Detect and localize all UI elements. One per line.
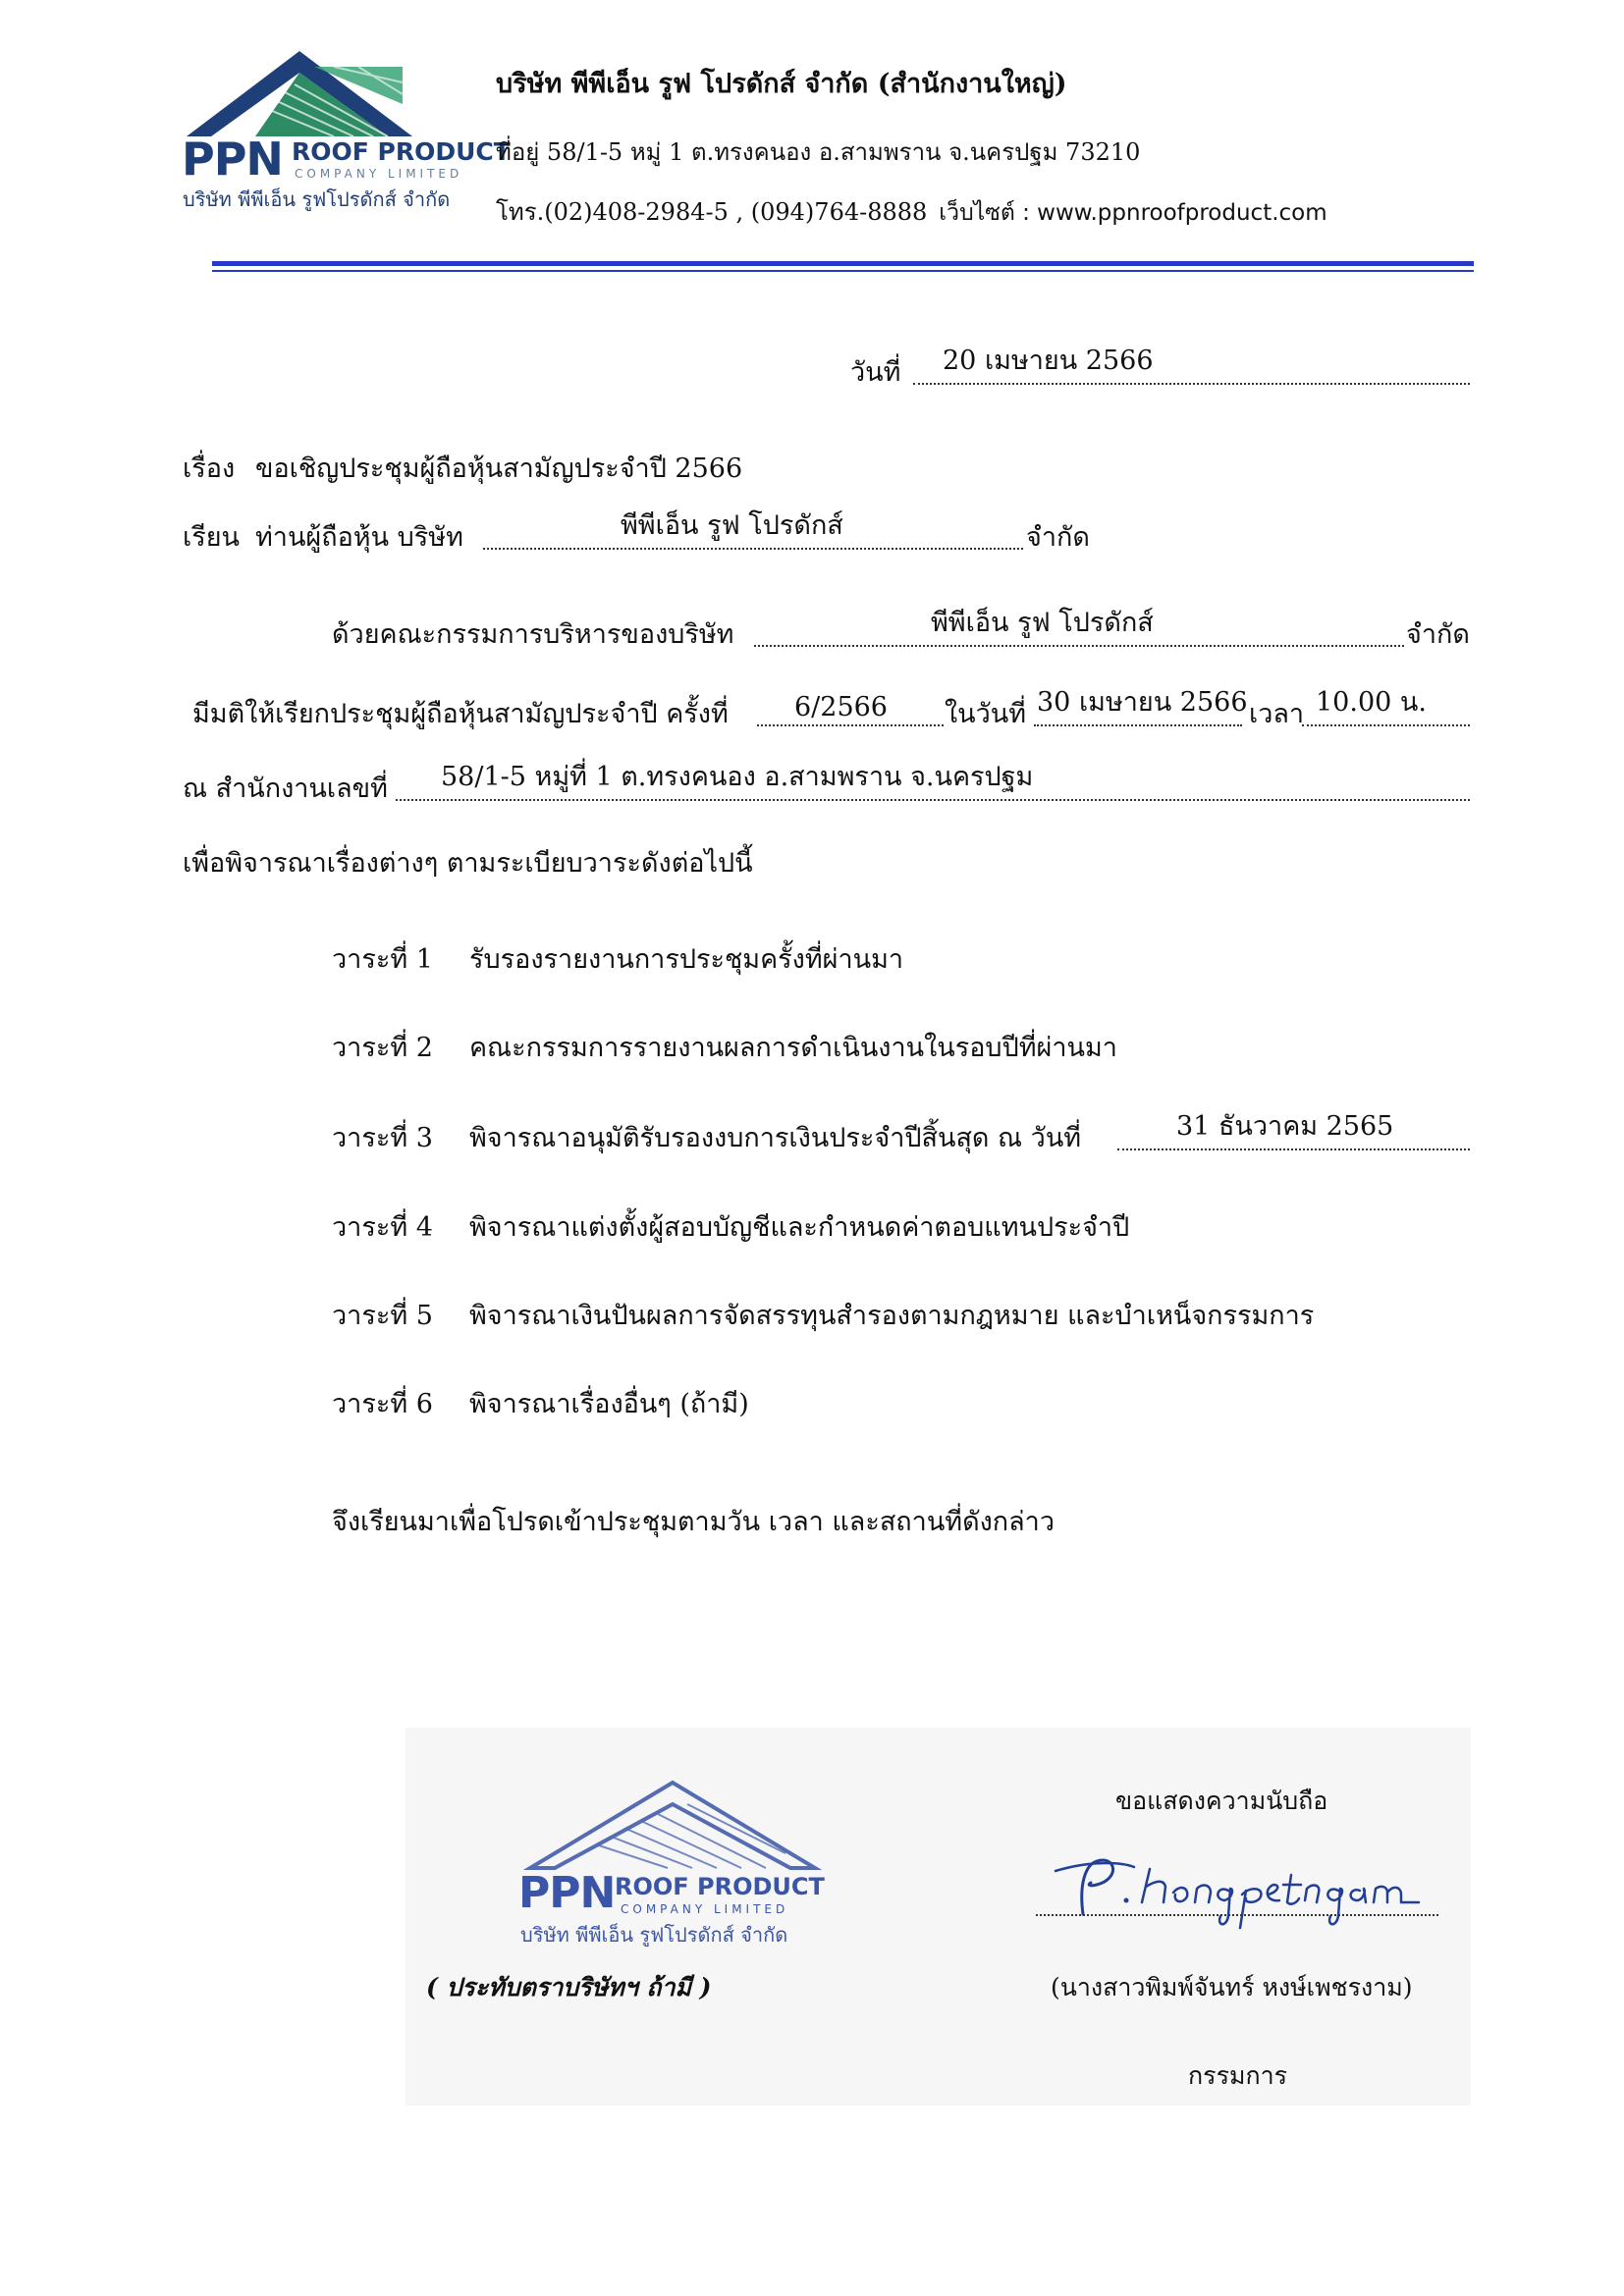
signer-name: (นางสาวพิมพ์จันทร์ หงษ์เพชรงาม) xyxy=(1051,1973,1413,2002)
venue-label: ณ สำนักงานเลขที่ xyxy=(183,774,388,804)
closing-text: จึงเรียนมาเพื่อโปรดเข้าประชุมตามวัน เวลา และสถานที่ดังกล่าว xyxy=(332,1507,1056,1537)
logo-company-limited: COMPANY LIMITED xyxy=(295,167,463,181)
date-fill xyxy=(913,347,1470,385)
agenda-text: พิจารณาอนุมัติรับรองงบการเงินประจำปีสิ้นสุด ณ วันที่ xyxy=(469,1123,1082,1153)
agenda-text: พิจารณาเงินปันผลการจัดสรรทุนสำรองตามกฎหมาย และบำเหน็จกรรมการ xyxy=(469,1301,1315,1331)
p2-text: มีมติให้เรียกประชุมผู้ถือหุ้นสามัญประจำปี ครั้งที่ xyxy=(192,699,729,729)
logo-initials: PPN xyxy=(182,133,283,186)
subject-text: ขอเชิญประชุมผู้ถือหุ้นสามัญประจำปี 2566 xyxy=(255,454,743,484)
agenda-text: พิจารณาแต่งตั้งผู้สอบบัญชีและกำหนดค่าตอบแทนประจำปี xyxy=(469,1212,1130,1243)
signer-role: กรรมการ xyxy=(1188,2061,1288,2090)
meeting-date-fill xyxy=(1034,687,1248,726)
regards-text: ขอแสดงความนับถือ xyxy=(1115,1787,1328,1815)
agenda-label: วาระที่ 2 xyxy=(332,1033,433,1063)
meeting-time: 10.00 น. xyxy=(1316,687,1427,718)
signature-image xyxy=(1036,1845,1448,1934)
company-name: บริษัท พีพีเอ็น รูฟ โปรดักส์ จำกัด (สำนักงานใหญ่) xyxy=(496,69,1067,99)
p1-company-fill xyxy=(754,610,1404,647)
on-date-label: ในวันที่ xyxy=(945,699,1027,729)
header-rule-thin xyxy=(212,270,1474,272)
signature-line xyxy=(1036,1914,1438,1916)
stamp-product: ROOF PRODUCT xyxy=(615,1873,825,1900)
meeting-no-fill xyxy=(757,689,944,726)
p1-suffix: จำกัด xyxy=(1406,619,1470,650)
company-phone: โทร.(02)408-2984-5 , (094)764-8888 xyxy=(496,198,928,226)
agenda-text: คณะกรรมการรายงานผลการดำเนินงานในรอบปีที่ผ่านมา xyxy=(469,1033,1117,1063)
agenda-label: วาระที่ 6 xyxy=(332,1389,433,1419)
venue-fill xyxy=(396,764,1470,801)
date-value: 20 เมษายน 2566 xyxy=(943,346,1154,376)
subject-label: เรื่อง xyxy=(183,454,236,484)
stamp-caption: ( ประทับตราบริษัทฯ ถ้ามี ) xyxy=(426,1973,712,2002)
to-suffix: จำกัด xyxy=(1026,522,1090,553)
company-address: ที่อยู่ 58/1-5 หมู่ 1 ต.ทรงคนอง อ.สามพราน จ.นครปฐม 73210 xyxy=(496,138,1141,166)
time-label: เวลา xyxy=(1249,699,1305,729)
agenda-label: วาระที่ 5 xyxy=(332,1301,433,1331)
agenda-label: วาระที่ 1 xyxy=(332,944,433,975)
to-text: ท่านผู้ถือหุ้น บริษัท xyxy=(255,522,463,553)
agenda-text: รับรองรายงานการประชุมครั้งที่ผ่านมา xyxy=(469,944,904,975)
p1-intro: ด้วยคณะกรรมการบริหารของบริษัท xyxy=(332,619,734,650)
to-label: เรียน xyxy=(183,522,241,553)
roof-logo-icon xyxy=(177,43,481,141)
meeting-no: 6/2566 xyxy=(794,692,888,722)
header-rule xyxy=(212,261,1474,266)
meeting-time-fill xyxy=(1302,689,1470,726)
logo-product: ROOF PRODUCT xyxy=(292,137,511,166)
logo-thai-name: บริษัท พีพีเอ็น รูฟโปรดักส์ จำกัด xyxy=(183,187,451,211)
agenda-label: วาระที่ 4 xyxy=(332,1212,433,1243)
meeting-date: 30 เมษายน 2566 xyxy=(1037,687,1248,718)
signature-icon xyxy=(1036,1845,1448,1934)
to-company: พีพีเอ็น รูฟ โปรดักส์ xyxy=(621,510,843,541)
date-label: วันที่ xyxy=(850,357,901,388)
agenda-3-date: 31 ธันวาคม 2565 xyxy=(1176,1111,1394,1142)
agenda-intro: เพื่อพิจารณาเรื่องต่างๆ ตามระเบียบวาระดังต่อไปนี้ xyxy=(183,848,753,879)
agenda-3-fill xyxy=(1117,1113,1470,1150)
p1-company: พีพีเอ็น รูฟ โปรดักส์ xyxy=(931,608,1154,638)
stamp-roof-icon xyxy=(511,1775,844,1873)
agenda-label: วาระที่ 3 xyxy=(332,1123,433,1153)
agenda-text: พิจารณาเรื่องอื่นๆ (ถ้ามี) xyxy=(469,1389,749,1419)
company-contact xyxy=(496,192,1327,231)
stamp-thai-name: บริษัท พีพีเอ็น รูฟโปรดักส์ จำกัด xyxy=(520,1923,788,1947)
stamp-initials: PPN xyxy=(518,1868,616,1918)
stamp-company-limited: COMPANY LIMITED xyxy=(621,1902,789,1916)
venue: 58/1-5 หมู่ที่ 1 ต.ทรงคนอง อ.สามพราน จ.นครปฐม xyxy=(441,762,1034,792)
to-company-fill xyxy=(483,512,1023,550)
company-website[interactable]: เว็บไซต์ : www.ppnroofproduct.com xyxy=(939,200,1327,226)
